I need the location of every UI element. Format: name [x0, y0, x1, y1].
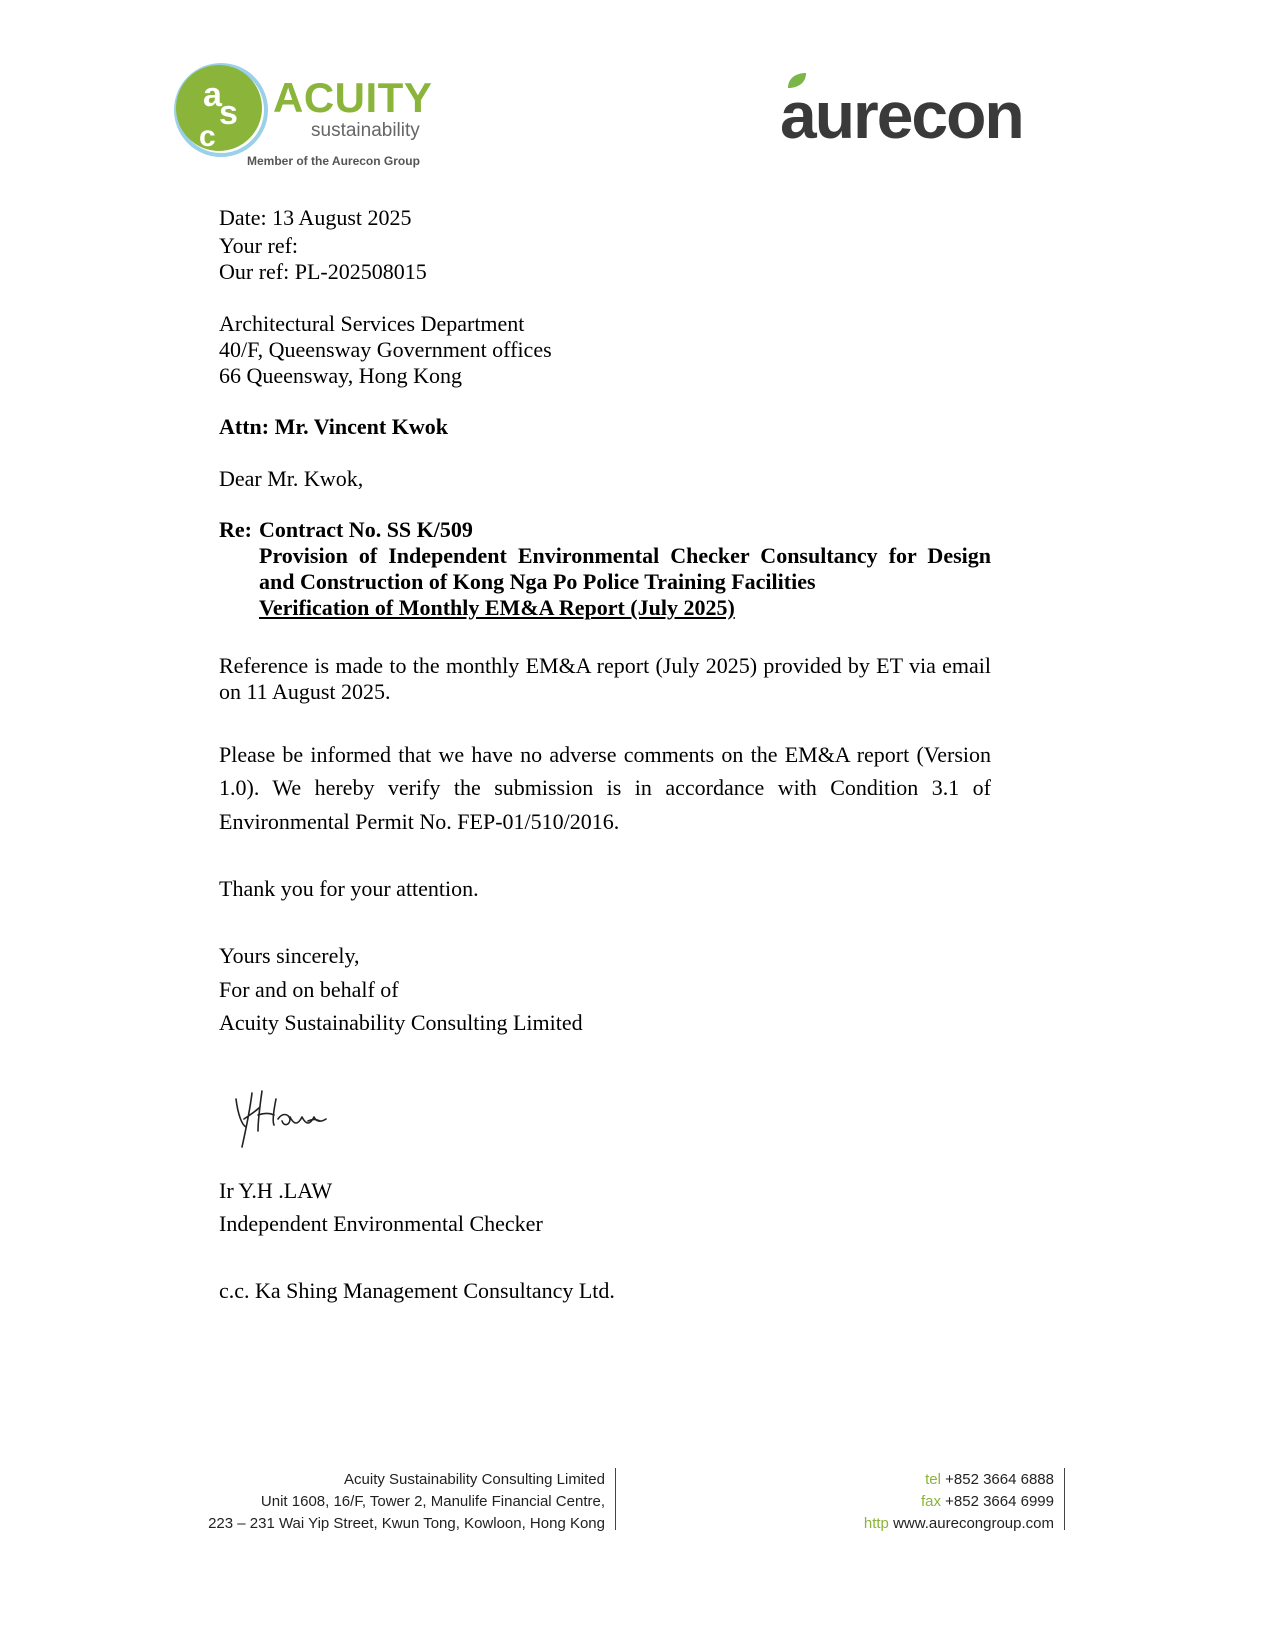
paragraph-line: 1.0). We hereby verify the submission is in accordance with Condition 3.1 of: [219, 775, 991, 800]
re-subject-line: and Construction of Kong Nga Po Police Training Facilities: [259, 569, 816, 594]
web-label: http: [863, 1515, 889, 1532]
footer-company: Acuity Sustainability Consulting Limited: [344, 1471, 605, 1488]
recipient-address-line: Architectural Services Department: [219, 311, 525, 336]
footer-contact-block: [864, 1469, 1054, 1535]
signatory-title: Independent Environmental Checker: [219, 1211, 543, 1236]
acuity-logo: [173, 62, 443, 172]
signature-icon: [228, 1085, 348, 1155]
aurecon-logo: [780, 72, 1080, 152]
acuity-brand-text: ACUITY: [273, 74, 433, 121]
thanks-line: Thank you for your attention.: [219, 876, 479, 901]
your-ref: Your ref:: [219, 233, 299, 258]
web-value: www.aurecongroup.com: [893, 1515, 1054, 1532]
recipient-address-line: 66 Queensway, Hong Kong: [219, 363, 462, 388]
re-prefix: Re:: [219, 517, 252, 542]
tel-label: tel: [925, 1471, 941, 1488]
acuity-monogram-icon: [173, 62, 269, 158]
footer-address-line: Unit 1608, 16/F, Tower 2, Manulife Financial Centre,: [260, 1493, 605, 1510]
footer-fax: [864, 1491, 1054, 1513]
acuity-tagline: sustainability: [311, 120, 420, 141]
footer-divider: [1064, 1468, 1065, 1530]
acuity-member-text: Member of the Aurecon Group: [247, 154, 420, 168]
paragraph-line: Please be informed that we have no adverse comments on the EM&A report (Version: [219, 742, 991, 767]
closing-line: Acuity Sustainability Consulting Limited: [219, 1010, 583, 1035]
footer-tel: [864, 1469, 1054, 1491]
closing-line: Yours sincerely,: [219, 943, 360, 968]
re-contract-line: Contract No. SS K/509: [259, 517, 473, 542]
letter-date: Date: 13 August 2025: [219, 205, 412, 230]
recipient-address-line: 40/F, Queensway Government offices: [219, 337, 552, 362]
fax-value: +852 3664 6999: [945, 1493, 1054, 1510]
paragraph-line: Environmental Permit No. FEP-01/510/2016.: [219, 809, 620, 834]
re-subject-line: Provision of Independent Environmental Checker Consultancy for Design: [259, 543, 991, 568]
closing-line: For and on behalf of: [219, 977, 399, 1002]
tel-value: +852 3664 6888: [945, 1471, 1054, 1488]
paragraph-line: on 11 August 2025.: [219, 679, 391, 704]
footer-divider: [615, 1468, 616, 1530]
salutation: Dear Mr. Kwok,: [219, 466, 364, 491]
footer-address-line: 223 – 231 Wai Yip Street, Kwun Tong, Kowloon, Hong Kong: [208, 1515, 605, 1532]
our-ref: Our ref: PL-202508015: [219, 259, 427, 284]
svg-text:s: s: [219, 94, 238, 132]
cc-line: c.c. Ka Shing Management Consultancy Ltd.: [219, 1278, 615, 1303]
svg-text:a: a: [203, 76, 222, 114]
aurecon-brand-text: aurecon: [780, 78, 1023, 152]
footer-web: [864, 1513, 1054, 1535]
signatory-name: Ir Y.H .LAW: [219, 1178, 333, 1203]
attention-line: Attn: Mr. Vincent Kwok: [219, 414, 448, 439]
fax-label: fax: [920, 1493, 941, 1510]
re-verification-line: Verification of Monthly EM&A Report (July 2025): [259, 595, 735, 620]
svg-text:c: c: [199, 120, 216, 153]
footer-address-block: [208, 1469, 605, 1535]
paragraph-line: Reference is made to the monthly EM&A report (July 2025) provided by ET via email: [219, 653, 991, 678]
